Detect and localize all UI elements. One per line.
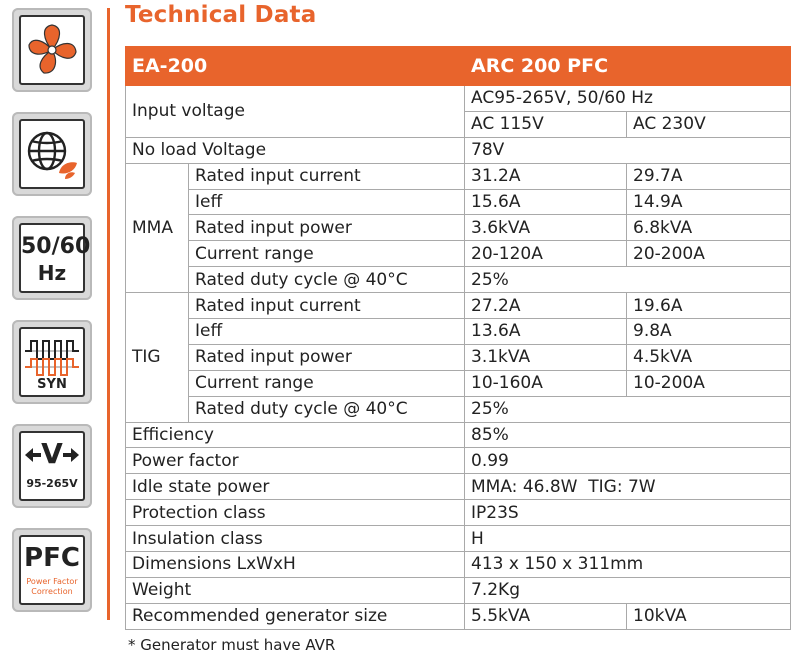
table-row <box>126 526 791 552</box>
table-row <box>126 370 791 396</box>
spec-value-b: 10kVA <box>627 603 791 629</box>
spec-value: MMA: 46.8W TIG: 7W <box>465 474 791 500</box>
table-row <box>126 344 791 370</box>
table-row <box>126 319 791 345</box>
table-row <box>126 396 791 422</box>
spec-label: Idle state power <box>126 474 465 500</box>
spec-value: IP23S <box>465 500 791 526</box>
spec-label: Recommended generator size <box>126 603 465 629</box>
spec-value-b: 14.9A <box>627 189 791 215</box>
pfc-sub2: Correction <box>31 587 73 596</box>
spec-label: Dimensions LxWxH <box>126 552 465 578</box>
spec-label: Rated input current <box>189 293 465 319</box>
footnote: * Generator must have AVR <box>128 636 336 654</box>
voltage-range-icon <box>12 424 92 508</box>
spec-value: 413 x 150 x 311mm <box>465 552 791 578</box>
spec-value-a: 5.5kVA <box>465 603 627 629</box>
spec-label: Rated input current <box>189 163 465 189</box>
spec-label: Ieff <box>189 319 465 345</box>
spec-value-b: 4.5kVA <box>627 344 791 370</box>
spec-label: Weight <box>126 577 465 603</box>
syn-label: SYN <box>37 377 67 392</box>
spec-value-b: 9.8A <box>627 319 791 345</box>
spec-label: Ieff <box>189 189 465 215</box>
spec-label: Rated duty cycle @ 40°C <box>189 267 465 293</box>
group-label-mma: MMA <box>126 163 189 292</box>
spec-value: 78V <box>465 137 791 163</box>
spec-value: AC95-265V, 50/60 Hz <box>465 86 791 112</box>
spec-value-a: 13.6A <box>465 319 627 345</box>
spec-value-b: 10-200A <box>627 370 791 396</box>
pfc-icon <box>12 528 92 612</box>
pfc-label: PFC <box>24 543 80 573</box>
spec-label: Current range <box>189 241 465 267</box>
fan-icon <box>12 8 92 92</box>
group-label-tig: TIG <box>126 293 189 422</box>
spec-label: Protection class <box>126 500 465 526</box>
spec-label: Rated input power <box>189 215 465 241</box>
table-row <box>126 552 791 578</box>
header-model: EA-200 <box>126 47 465 86</box>
spec-value: H <box>465 526 791 552</box>
table-row <box>126 189 791 215</box>
spec-label: No load Voltage <box>126 137 465 163</box>
spec-value: 25% <box>465 267 791 293</box>
spec-value: 7.2Kg <box>465 577 791 603</box>
spec-label: Rated duty cycle @ 40°C <box>189 396 465 422</box>
table-row <box>126 500 791 526</box>
spec-value-a: 10-160A <box>465 370 627 396</box>
table-row <box>126 241 791 267</box>
table-header-row <box>126 47 791 86</box>
spec-value-a: 15.6A <box>465 189 627 215</box>
spec-label: Rated input power <box>189 344 465 370</box>
voltage-symbol: V <box>41 437 63 470</box>
spec-label: Efficiency <box>126 422 465 448</box>
pfc-sub1: Power Factor <box>26 577 78 586</box>
spec-value-b: 20-200A <box>627 241 791 267</box>
frequency-icon <box>12 216 92 300</box>
spec-value-a: 27.2A <box>465 293 627 319</box>
header-product: ARC 200 PFC <box>465 47 791 86</box>
table-row <box>126 137 791 163</box>
spec-value-a: 3.1kVA <box>465 344 627 370</box>
table-row <box>126 422 791 448</box>
spec-label: Current range <box>189 370 465 396</box>
table-row <box>126 215 791 241</box>
voltage-range-label: 95-265V <box>26 477 78 490</box>
spec-value: 0.99 <box>465 448 791 474</box>
column-a-header: AC 115V <box>465 111 627 137</box>
spec-value-a: 31.2A <box>465 163 627 189</box>
table-row <box>126 448 791 474</box>
column-b-header: AC 230V <box>627 111 791 137</box>
globe-eco-icon <box>12 112 92 196</box>
table-row <box>126 163 791 189</box>
spec-value-b: 29.7A <box>627 163 791 189</box>
syn-waveform-icon <box>12 320 92 404</box>
spec-table <box>125 46 791 630</box>
spec-label: Input voltage <box>126 86 465 138</box>
spec-value-a: 20-120A <box>465 241 627 267</box>
frequency-unit: Hz <box>37 261 67 285</box>
accent-divider <box>107 8 110 620</box>
page-title: Technical Data <box>125 2 317 28</box>
spec-label: Power factor <box>126 448 465 474</box>
spec-label: Insulation class <box>126 526 465 552</box>
spec-value-b: 6.8kVA <box>627 215 791 241</box>
spec-value: 25% <box>465 396 791 422</box>
spec-value-b: 19.6A <box>627 293 791 319</box>
table-row <box>126 86 791 112</box>
table-row <box>126 293 791 319</box>
spec-value-a: 3.6kVA <box>465 215 627 241</box>
table-row <box>126 474 791 500</box>
frequency-value: 50/60 <box>21 234 91 259</box>
table-row <box>126 577 791 603</box>
spec-value: 85% <box>465 422 791 448</box>
table-row <box>126 267 791 293</box>
table-row <box>126 603 791 629</box>
